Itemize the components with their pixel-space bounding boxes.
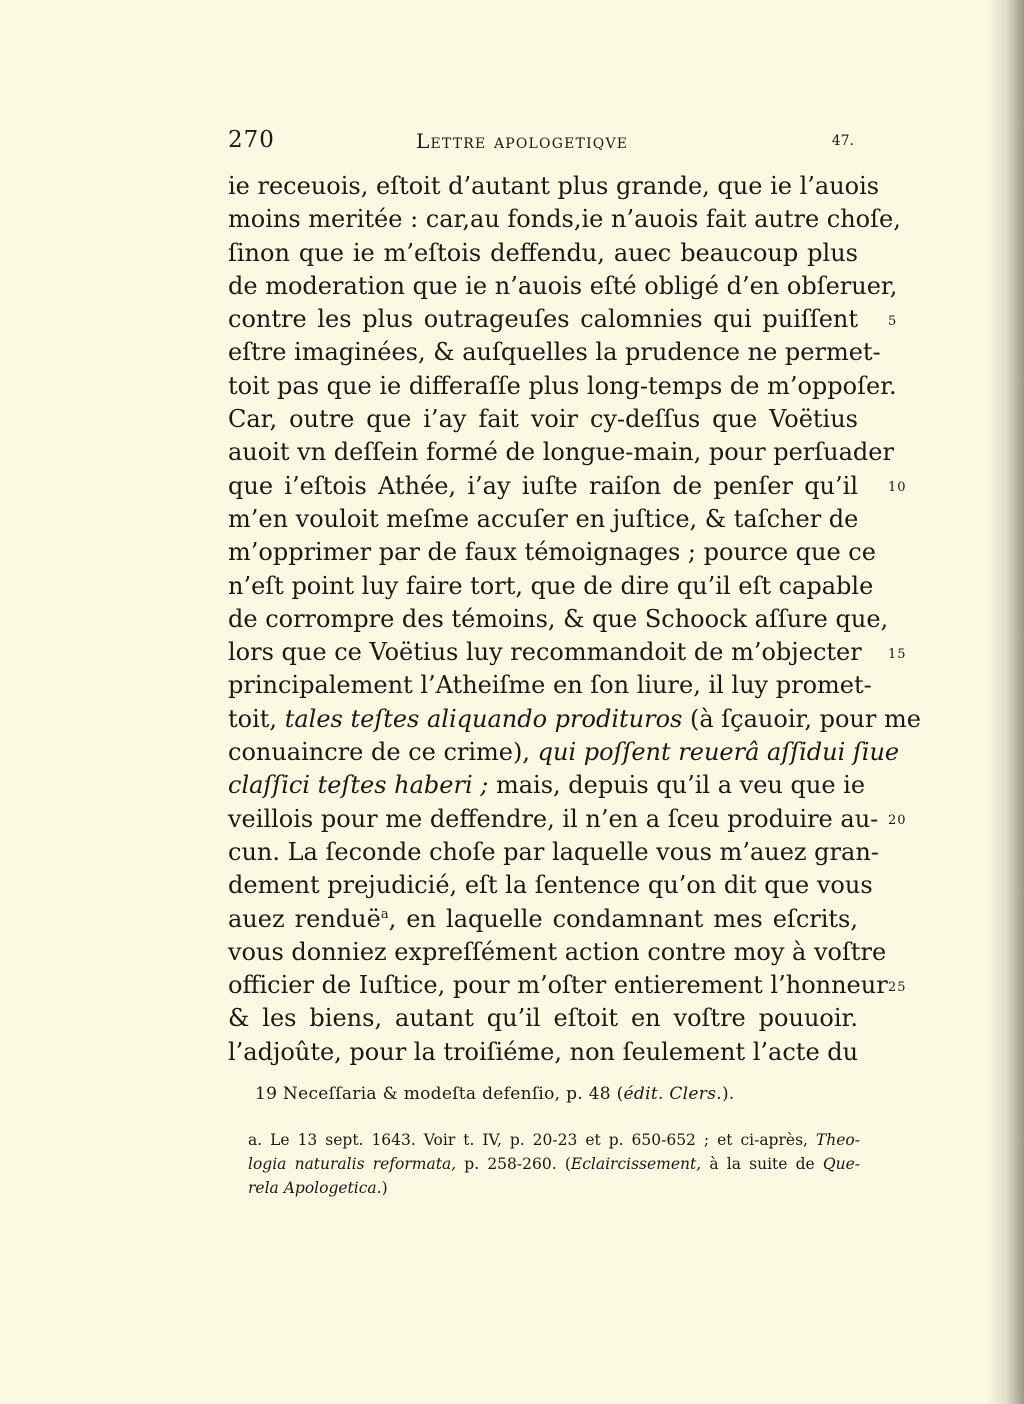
text-line-with-latin bbox=[228, 736, 900, 769]
page-edge-shadow bbox=[986, 0, 1024, 1404]
text-line: officier de Iuſtice, pour m’oſter entierement l’honneur bbox=[228, 971, 888, 1000]
note-text: a. Le 13 sept. 1643. Voir t. IV, p. 20-23 et p. 650-652 ; et ci-après, bbox=[248, 1131, 808, 1149]
footnote-row bbox=[248, 1152, 860, 1176]
footnote-ref: a bbox=[380, 906, 389, 922]
text-segment: mais, depuis qu’il a veu que ie bbox=[488, 771, 866, 800]
note-text: 19 Neceſſaria & modeſta defenſio, p. 48 ( bbox=[255, 1084, 624, 1104]
latin-quote: claſſici teſtes haberi ; bbox=[228, 771, 489, 800]
text-line-with-note-ref bbox=[228, 903, 858, 936]
note-edition: édit. Clers. bbox=[623, 1084, 722, 1104]
text-line-with-latin bbox=[228, 769, 866, 802]
note-text: p. 258-260. ( bbox=[456, 1155, 571, 1173]
note-text: à la suite de bbox=[701, 1155, 815, 1173]
text-line: ie receuois, eſtoit d’autant plus grande, que ie l’auois bbox=[228, 172, 880, 200]
text-line: Car, outre que i’ay fait voir cy-deſſus que Voëtius bbox=[228, 405, 858, 434]
line-number: 5 bbox=[888, 314, 898, 329]
latin-quote: qui poſſent reuerâ aſſidui ſiue bbox=[530, 738, 900, 767]
line-number: 15 bbox=[888, 647, 907, 662]
variant-note bbox=[255, 1084, 855, 1104]
footnote-row bbox=[248, 1176, 860, 1200]
text-line: & les biens, autant qu’il eſtoit en voſtre pouuoir. bbox=[228, 1004, 858, 1033]
footnote-a bbox=[248, 1128, 860, 1200]
text-line: dement prejudicié, eſt la ſentence qu’on dit que vous bbox=[228, 871, 873, 900]
text-line: n’eſt point luy faire tort, que de dire qu’il eſt capable bbox=[228, 571, 874, 600]
text-line: veillois pour me deffendre, il n’en a ſceu produire au- bbox=[228, 804, 879, 833]
line-number: 25 bbox=[888, 980, 907, 995]
text-line: principalement l’Atheiſme en ſon liure, il luy promet- bbox=[228, 671, 872, 700]
text-line: que i’eſtois Athée, i’ay iuſte raiſon de penſer qu’il bbox=[228, 471, 858, 500]
note-title: logia naturalis reformata, bbox=[248, 1155, 457, 1173]
text-segment: toit, bbox=[228, 704, 278, 733]
text-segment: conuaincre de ce crime), bbox=[228, 738, 531, 767]
line-number: 10 bbox=[888, 480, 907, 495]
text-line: m’en vouloit meſme accuſer en juſtice, & taſcher de bbox=[228, 504, 859, 533]
latin-quote: tales teſtes aliquando prodituros bbox=[284, 704, 683, 733]
note-text: ) bbox=[381, 1179, 388, 1197]
text-segment: , en laquelle condamnant mes eſcrits, bbox=[388, 904, 858, 933]
footnote-row bbox=[248, 1128, 860, 1152]
section-number: 47. bbox=[831, 133, 854, 149]
text-line-with-latin bbox=[228, 703, 921, 736]
note-title: Eclaircissement, bbox=[570, 1155, 702, 1173]
text-line: l’adjoûte, pour la troiſiéme, non ſeulement l’acte du bbox=[228, 1037, 859, 1066]
text-line: lors que ce Voëtius luy recommandoit de m’objecter bbox=[228, 638, 862, 667]
text-line: cun. La ſeconde choſe par laquelle vous m’auez gran- bbox=[228, 837, 879, 866]
text-segment: auez renduë bbox=[228, 904, 381, 933]
text-line: contre les plus outrageuſes calomnies qui puiſſent bbox=[228, 305, 858, 334]
text-segment: (à ſçauoir, pour me bbox=[682, 704, 921, 733]
text-line: m’opprimer par de faux témoignages ; pource que ce bbox=[228, 538, 876, 567]
text-line: ſinon que ie m’eſtois deffendu, auec beaucoup plus bbox=[228, 238, 858, 267]
note-title: Que- bbox=[814, 1155, 861, 1173]
page-header bbox=[228, 127, 858, 157]
text-line: vous donniez expreſſément action contre moy à voſtre bbox=[228, 937, 887, 966]
note-title: Theo- bbox=[807, 1131, 860, 1149]
running-title: Lettre apologetiqve bbox=[416, 129, 629, 153]
body-text bbox=[228, 170, 921, 1069]
text-line: de corrompre des témoins, & que Schoock aſſure que, bbox=[228, 604, 889, 633]
text-line: de moderation que ie n’auois eſté obligé d’en obſeruer, bbox=[228, 271, 898, 300]
page-number: 270 bbox=[228, 127, 275, 153]
text-line: eſtre imaginées, & auſquelles la prudence ne permet- bbox=[228, 338, 881, 367]
text-line: moins meritée : car,au fonds,ie n’auois fait autre choſe, bbox=[228, 205, 901, 234]
line-number: 20 bbox=[888, 813, 907, 828]
note-end: ). bbox=[721, 1084, 735, 1104]
note-title: rela Apologetica. bbox=[248, 1179, 382, 1197]
text-line: toit pas que ie differaſſe plus long-temps de m’oppoſer. bbox=[228, 371, 897, 400]
text-line: auoit vn deſſein formé de longue-main, pour perſuader bbox=[228, 438, 894, 467]
